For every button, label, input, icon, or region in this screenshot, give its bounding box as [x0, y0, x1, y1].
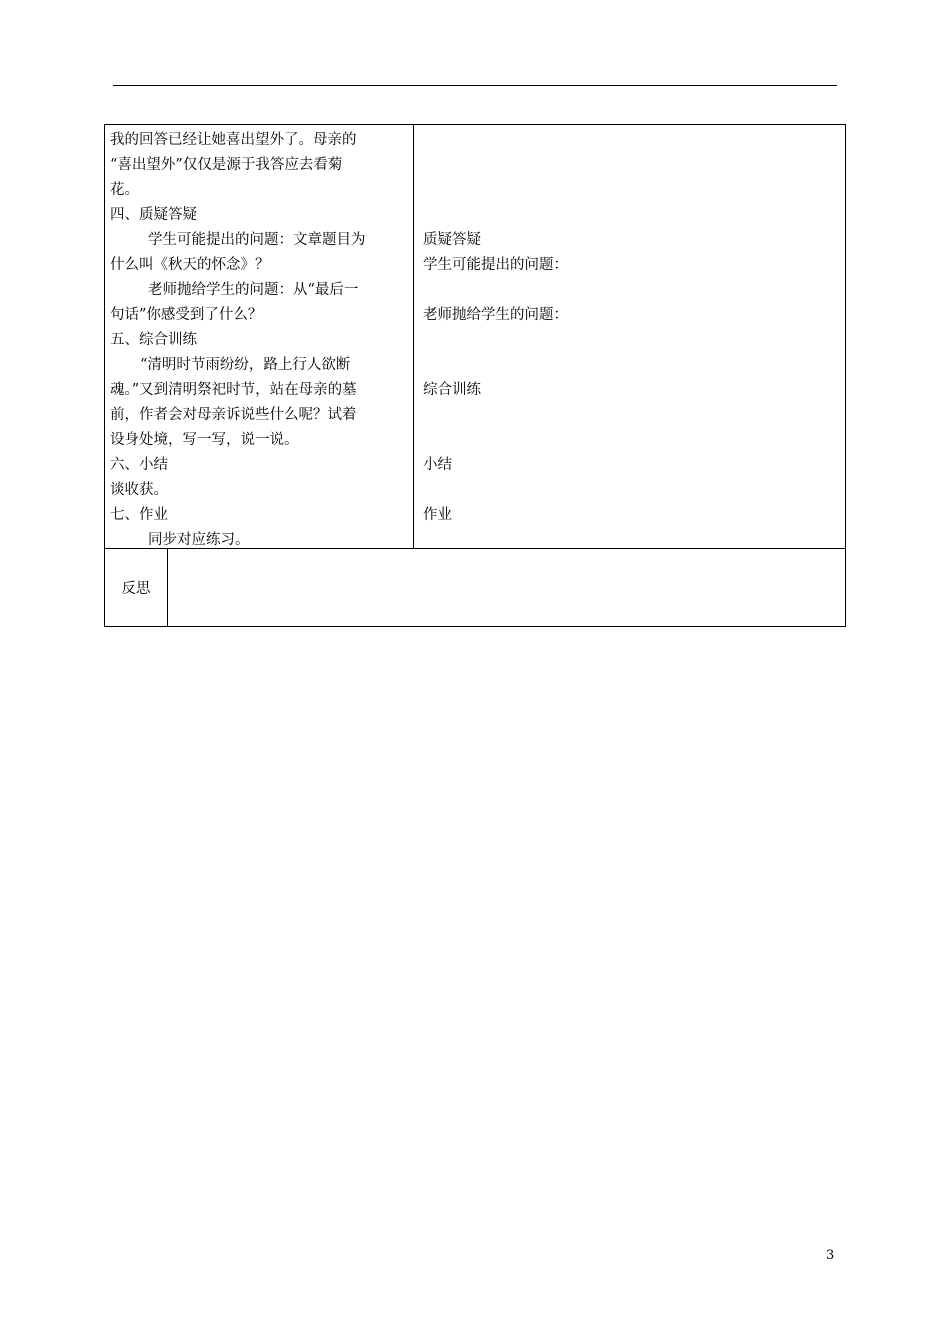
- student-questions-label: 学生可能提出的问题：: [423, 257, 568, 273]
- lesson-content-column: [110, 128, 408, 553]
- reflection-table: [104, 548, 846, 627]
- content-line: 谈收获。: [110, 482, 168, 498]
- content-line: 同步对应练习。: [148, 532, 250, 548]
- summary-label: 小结: [423, 457, 452, 473]
- content-line: 设身处境，写一写，说一说。: [110, 432, 299, 448]
- content-line: 老师抛给学生的问题：从“最后一: [148, 282, 359, 298]
- qa-title: 质疑答疑: [423, 232, 481, 248]
- section-heading-homework: 七、作业: [110, 507, 168, 523]
- content-line: 我的回答已经让她喜出望外了。母亲的: [110, 132, 357, 148]
- section-heading-summary: 六、小结: [110, 457, 168, 473]
- training-label: 综合训练: [423, 382, 481, 398]
- content-line: 魂。”又到清明祭祀时节，站在母亲的墓: [110, 382, 357, 398]
- content-line: 什么叫《秋天的怀念》？: [110, 257, 270, 273]
- column-divider: [413, 125, 414, 548]
- content-line: 花。: [110, 182, 139, 198]
- homework-label: 作业: [423, 507, 452, 523]
- section-heading-qa: 四、质疑答疑: [110, 207, 197, 223]
- header-rule: [113, 85, 837, 86]
- reflection-label: 反思: [105, 549, 168, 626]
- content-line: “清明时节雨纷纷，路上行人欲断: [140, 357, 351, 373]
- page-number: 3: [826, 1248, 835, 1263]
- lesson-table: [104, 124, 846, 549]
- teacher-questions-label: 老师抛给学生的问题：: [423, 307, 568, 323]
- content-line: 句话”你感受到了什么？: [110, 307, 263, 323]
- content-line: “喜出望外”仅仅是源于我答应去看菊: [110, 157, 343, 173]
- content-line: 前，作者会对母亲诉说些什么呢？试着: [110, 407, 357, 423]
- content-line: 学生可能提出的问题：文章题目为: [148, 232, 366, 248]
- activity-column: [423, 125, 833, 548]
- section-heading-training: 五、综合训练: [110, 332, 197, 348]
